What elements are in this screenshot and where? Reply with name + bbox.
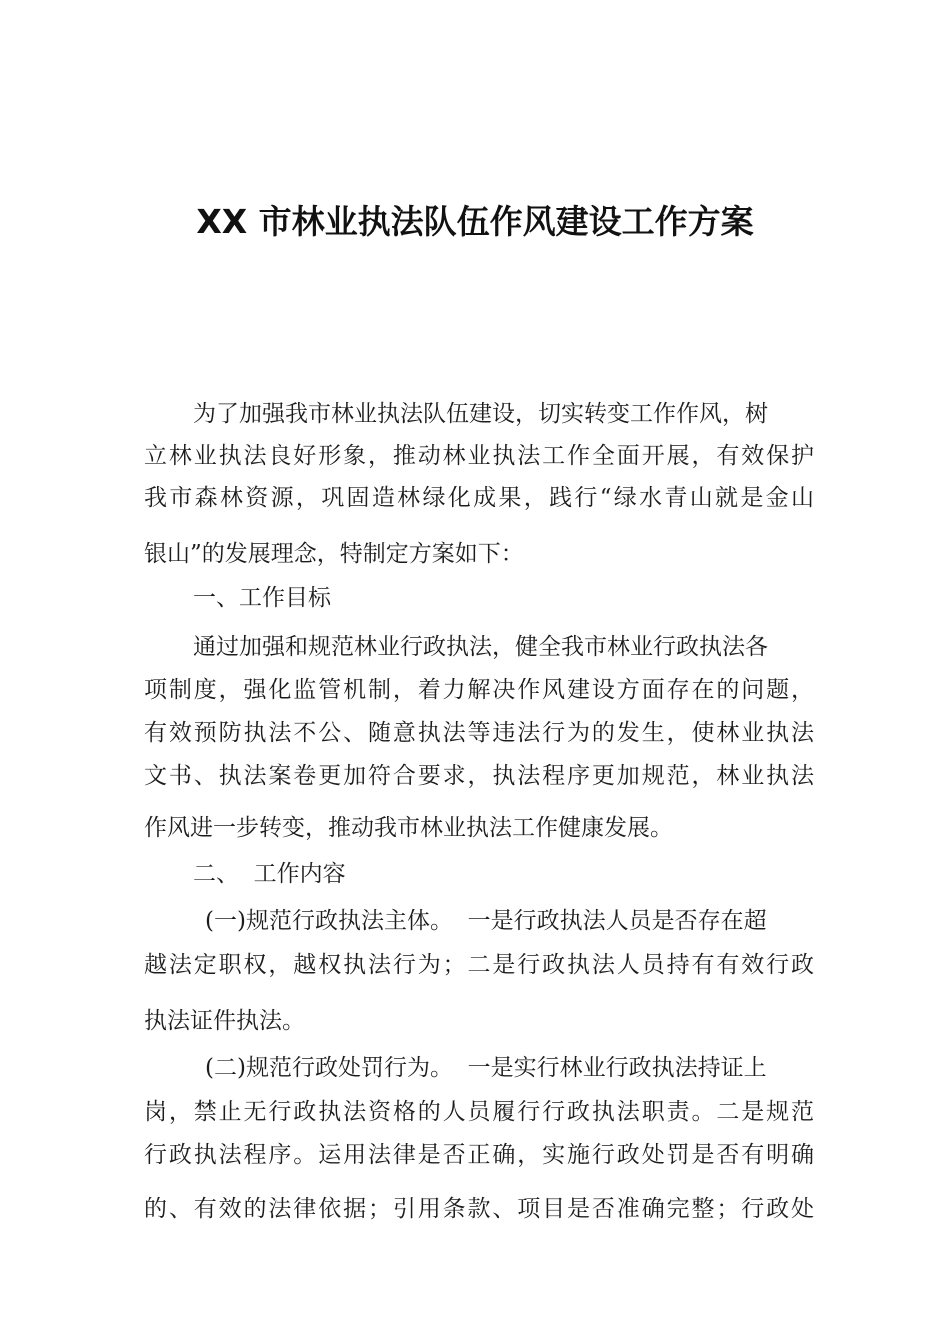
paragraph-line: 我市森林资源，巩固造林绿化成果，践行“绿水青山就是金山 xyxy=(144,485,814,511)
paragraph-line: 项制度，强化监管机制，着力解决作风建设方面存在的问题， xyxy=(144,677,814,703)
paragraph-line: 有效预防执法不公、随意执法等违法行为的发生，使林业执法 xyxy=(144,720,814,746)
paragraph-line: 越法定职权，越权执法行为；二是行政执法人员持有有效行政 xyxy=(144,952,814,978)
paragraph-line: 银山”的发展理念，特制定方案如下： xyxy=(144,541,524,567)
paragraph-line: 执法证件执法。 xyxy=(144,1008,305,1034)
paragraph-line: (二)规范行政处罚行为。 一是实行林业行政执法持证上 xyxy=(205,1055,767,1081)
paragraph-line: 作风进一步转变，推动我市林业执法工作健康发展。 xyxy=(144,815,673,841)
paragraph-line: 立林业执法良好形象，推动林业执法工作全面开展，有效保护 xyxy=(144,443,814,469)
paragraph-line: 通过加强和规范林业行政执法，健全我市林业行政执法各 xyxy=(193,634,768,660)
paragraph-line: (一)规范行政执法主体。 一是行政执法人员是否存在超 xyxy=(205,908,767,934)
section-heading: 一、工作目标 xyxy=(193,585,331,611)
document-title: XX 市林业执法队伍作风建设工作方案 xyxy=(196,202,754,241)
paragraph-line: 的、有效的法律依据；引用条款、项目是否准确完整；行政处 xyxy=(144,1196,814,1222)
paragraph-line: 岗，禁止无行政执法资格的人员履行行政执法职责。二是规范 xyxy=(144,1099,814,1125)
paragraph-line: 文书、执法案卷更加符合要求，执法程序更加规范，林业执法 xyxy=(144,763,814,789)
paragraph-line: 为了加强我市林业执法队伍建设，切实转变工作作风，树 xyxy=(193,401,768,427)
paragraph-line: 行政执法程序。运用法律是否正确，实施行政处罚是否有明确 xyxy=(144,1142,814,1168)
section-heading: 二、 工作内容 xyxy=(193,861,346,887)
